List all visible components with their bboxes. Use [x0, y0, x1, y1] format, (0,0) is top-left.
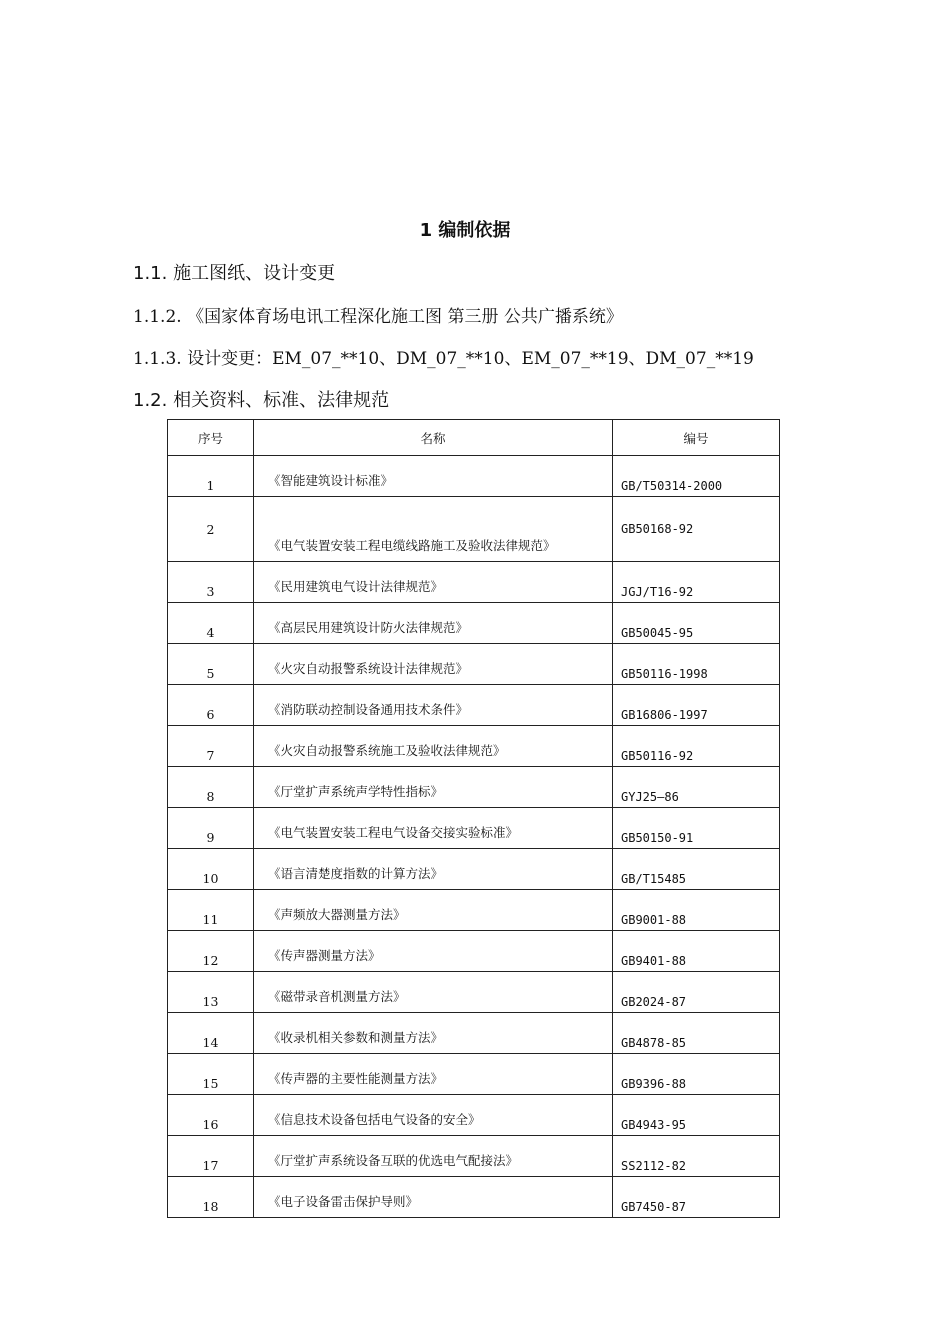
row-code: GB50150-91 [613, 808, 780, 849]
design-change-line: 1.1.3. 设计变更：EM_07_**10、DM_07_**10、EM_07_**19、DM_07_**19 [133, 349, 754, 369]
section-heading-1-1: 1.1. 施工图纸、设计变更 [133, 263, 336, 284]
table-row [168, 808, 780, 849]
table-row [168, 890, 780, 931]
row-code: GB9001-88 [613, 890, 780, 931]
table-row [168, 644, 780, 685]
row-no: 6 [168, 685, 254, 726]
table-row [168, 972, 780, 1013]
row-code: GB4943-95 [613, 1095, 780, 1136]
table-row [168, 726, 780, 767]
table-row [168, 767, 780, 808]
row-name: 《智能建筑设计标准》 [254, 456, 613, 497]
table-row [168, 603, 780, 644]
row-code: JGJ/T16-92 [613, 562, 780, 603]
row-code: GB2024-87 [613, 972, 780, 1013]
row-name: 《传声器测量方法》 [254, 931, 613, 972]
row-code: GB4878-85 [613, 1013, 780, 1054]
table-row [168, 456, 780, 497]
row-name: 《高层民用建筑设计防火法律规范》 [254, 603, 613, 644]
row-no: 5 [168, 644, 254, 685]
table-row [168, 562, 780, 603]
table-row [168, 1136, 780, 1177]
row-code: SS2112-82 [613, 1136, 780, 1177]
row-no: 17 [168, 1136, 254, 1177]
row-code: GB9396-88 [613, 1054, 780, 1095]
row-name: 《厅堂扩声系统设备互联的优选电气配接法》 [254, 1136, 613, 1177]
header-code: 编号 [613, 420, 780, 456]
row-name: 《信息技术设备包括电气设备的安全》 [254, 1095, 613, 1136]
row-name: 《语言清楚度指数的计算方法》 [254, 849, 613, 890]
row-no: 9 [168, 808, 254, 849]
section-heading-1-2: 1.2. 相关资料、标准、法律规范 [133, 390, 390, 411]
row-name: 《消防联动控制设备通用技术条件》 [254, 685, 613, 726]
row-name: 《传声器的主要性能测量方法》 [254, 1054, 613, 1095]
row-name: 《民用建筑电气设计法律规范》 [254, 562, 613, 603]
row-no: 11 [168, 890, 254, 931]
row-code: GB50045-95 [613, 603, 780, 644]
row-code: GB50116-1998 [613, 644, 780, 685]
table-row [168, 685, 780, 726]
row-no: 14 [168, 1013, 254, 1054]
table-row [168, 1095, 780, 1136]
row-code: GB7450-87 [613, 1177, 780, 1218]
row-no: 13 [168, 972, 254, 1013]
row-no: 8 [168, 767, 254, 808]
row-no: 15 [168, 1054, 254, 1095]
row-name: 《电气装置安装工程电缆线路施工及验收法律规范》 [254, 497, 613, 562]
row-no: 12 [168, 931, 254, 972]
row-no: 3 [168, 562, 254, 603]
header-name: 名称 [254, 420, 613, 456]
standards-table [167, 419, 780, 1218]
row-code: GYJ25—86 [613, 767, 780, 808]
drawing-reference-line: 1.1.2. 《国家体育场电讯工程深化施工图 第三册 公共广播系统》 [133, 307, 623, 327]
row-name: 《声频放大器测量方法》 [254, 890, 613, 931]
row-no: 2 [168, 497, 254, 562]
row-name: 《电气装置安装工程电气设备交接实验标准》 [254, 808, 613, 849]
row-no: 18 [168, 1177, 254, 1218]
row-code: GB50116-92 [613, 726, 780, 767]
row-name: 《厅堂扩声系统声学特性指标》 [254, 767, 613, 808]
table-header-row [168, 420, 780, 456]
row-no: 10 [168, 849, 254, 890]
table-row [168, 1177, 780, 1218]
row-code: GB9401-88 [613, 931, 780, 972]
table-row [168, 931, 780, 972]
row-no: 4 [168, 603, 254, 644]
table-row [168, 1013, 780, 1054]
table-row [168, 849, 780, 890]
row-no: 1 [168, 456, 254, 497]
table-row [168, 1054, 780, 1095]
row-code: GB/T15485 [613, 849, 780, 890]
row-name: 《火灾自动报警系统设计法律规范》 [254, 644, 613, 685]
row-no: 16 [168, 1095, 254, 1136]
row-name: 《火灾自动报警系统施工及验收法律规范》 [254, 726, 613, 767]
row-code: GB16806-1997 [613, 685, 780, 726]
row-name: 《磁带录音机测量方法》 [254, 972, 613, 1013]
page-title: 1 编制依据 [419, 220, 511, 241]
row-code: GB/T50314-2000 [613, 456, 780, 497]
row-no: 7 [168, 726, 254, 767]
table-row [168, 497, 780, 562]
row-name: 《电子设备雷击保护导则》 [254, 1177, 613, 1218]
row-code: GB50168-92 [613, 497, 780, 562]
row-name: 《收录机相关参数和测量方法》 [254, 1013, 613, 1054]
header-no: 序号 [168, 420, 254, 456]
